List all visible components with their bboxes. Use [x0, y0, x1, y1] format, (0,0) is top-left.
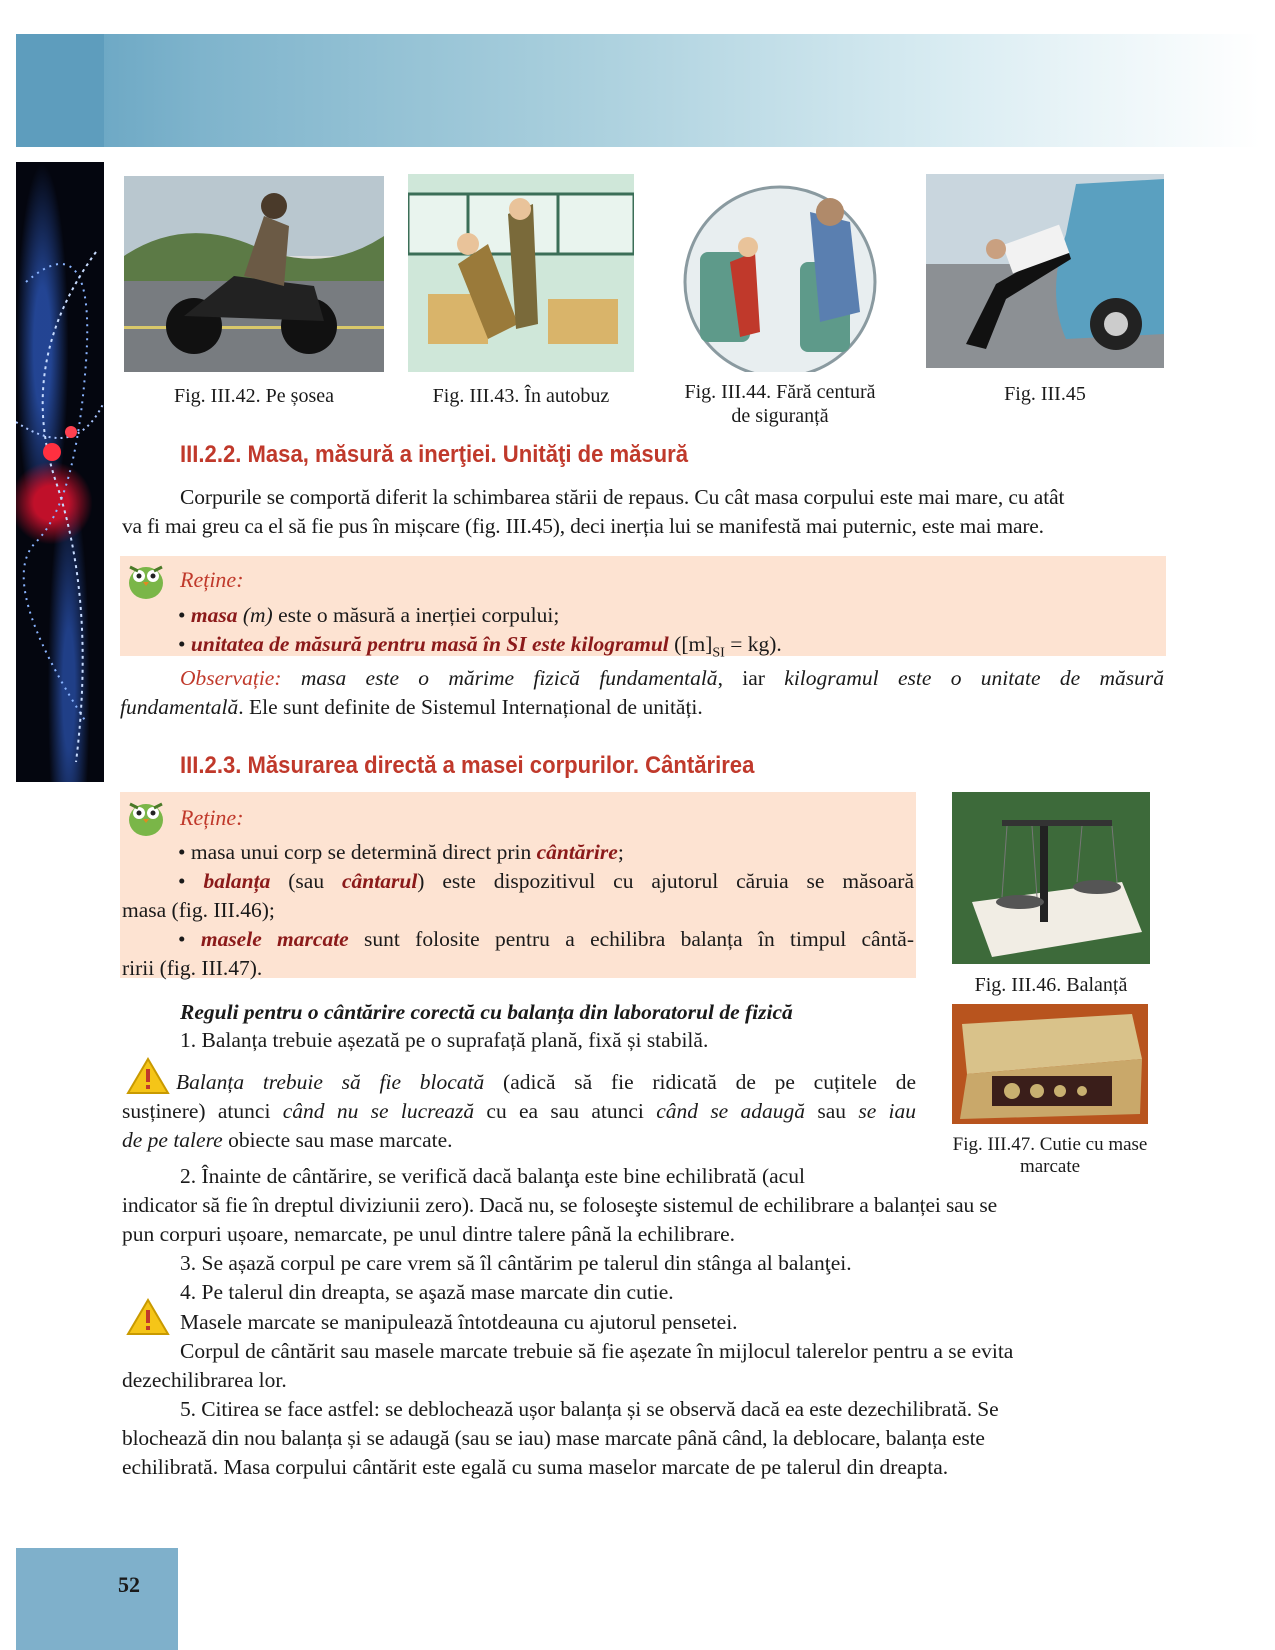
- fig44-caption-line1: Fig. III.44. Fără centură: [684, 381, 876, 403]
- warn1-l2a: susținere) atunci: [122, 1099, 283, 1123]
- observation-label: Observație:: [180, 666, 282, 690]
- fig44-caption: [660, 380, 900, 428]
- section-title-2: III.2.3. Măsurarea directă a masei corpurilor. Cântărirea: [180, 752, 755, 779]
- retine-2-bullet-2: [122, 867, 914, 896]
- section1-para-line2: va fi mai greu ca el să fie pus în mișcare (fig. III.45), deci inerția lui se manifestă mai puternic, este mai mare.: [122, 514, 1044, 538]
- obs-line2-it: fundamentală: [120, 695, 239, 719]
- fig45-image: [926, 174, 1164, 368]
- warn1-l2c: sau: [805, 1099, 859, 1123]
- rule-1: 1. Balanța trebuie așezată pe o suprafață plană, fixă și stabilă.: [180, 1028, 709, 1052]
- owl-icon: [124, 557, 168, 601]
- rule-5-line1: 5. Citirea se face astfel: se deblochează ușor balanța și se observă dacă ea este dezechilibrată. Se: [180, 1397, 999, 1421]
- b2-mid: (sau: [270, 869, 343, 893]
- rule-2: [122, 1162, 1166, 1307]
- warning-1-line3: [122, 1126, 916, 1155]
- rule-5-line2: blochează din nou balanța și se adaugă (sau se iau) mase marcate până când, la deblocare, balanța este: [122, 1426, 985, 1450]
- rule-2-line1: 2. Înainte de cântărire, se verifică dacă balanţa este bine echilibrată (acul: [180, 1164, 805, 1188]
- warning-2-block: [122, 1308, 1166, 1482]
- note-line1: Corpul de cântărit sau masele marcate trebuie să fie așezate în mijlocul talerelor pentru a se evita: [180, 1339, 1014, 1363]
- fig44-caption-line2: de siguranță: [731, 405, 829, 427]
- term-masele-marcate: masele marcate: [200, 927, 349, 951]
- warn1-l3-rest: obiecte sau mase marcate.: [222, 1128, 453, 1152]
- bullet-text: este o măsură a inerției corpului;: [272, 603, 560, 627]
- warning-1-line2: [122, 1097, 916, 1126]
- term-cantarire: cântărire: [536, 840, 618, 864]
- section1-paragraph: [122, 483, 1164, 541]
- retine-label-2: Reține:: [180, 805, 244, 830]
- warn1-it1: Balanța trebuie să fie blocată: [176, 1070, 485, 1094]
- b1-post: ;: [617, 840, 624, 864]
- fig46-caption: Fig. III.46. Balanță: [974, 974, 1128, 996]
- obs-text-1: masa este o mărime fizică fundamentală: [281, 666, 718, 690]
- observation-line1: [120, 664, 1164, 693]
- b2-post: ) este dispozitivul cu ajutorul căruia se măsoară: [417, 869, 915, 893]
- warn1-l3-it: de pe talere: [122, 1128, 223, 1152]
- observation: [120, 664, 1164, 722]
- note-line2: dezechilibrarea lor.: [122, 1368, 287, 1392]
- term-masa: masa: [190, 603, 238, 627]
- formula-sub: SI: [712, 645, 725, 661]
- warn1-l2b: cu ea sau atunci: [474, 1099, 657, 1123]
- fig47-image: [952, 1004, 1148, 1124]
- b1-pre: • masa unui corp se determină direct prin: [178, 840, 537, 864]
- term-balanta: balanța: [203, 869, 271, 893]
- owl-icon: [124, 794, 168, 838]
- term-cantarul: cântarul: [342, 869, 418, 893]
- section1-para-line1: Corpurile se comportă diferit la schimbarea stării de repaus. Cu cât masa corpului este mai mare, cu atât: [180, 485, 1065, 509]
- warn1-rest1: (adică să fie ridicată de pe cuțitele de: [484, 1070, 916, 1094]
- retine-2-bullet-2-line2: masa (fig. III.46);: [122, 898, 275, 922]
- fig43-caption: Fig. III.43. În autobuz: [432, 385, 610, 407]
- page-number: 52: [118, 1572, 140, 1597]
- rule-2-line2: indicator să fie în dreptul diviziunii zero). Dacă nu, se foloseşte sistemul de echilibrare a balanței sau se: [122, 1193, 997, 1217]
- footer-block: [16, 1548, 178, 1650]
- retine-label-1: Reține:: [180, 567, 244, 592]
- observation-line2: [120, 693, 1164, 722]
- warn1-l2-it2: când se adaugă: [656, 1099, 806, 1123]
- warning-1-line1: [122, 1068, 916, 1097]
- warning-1: [122, 1068, 916, 1155]
- symbol-m: (m): [237, 603, 273, 627]
- rule-5-line3: echilibrată. Masa corpului cântărit este egală cu suma maselor marcate de pe talerul din dreapta.: [122, 1455, 949, 1479]
- fig46-image: [952, 792, 1150, 964]
- term-unit: unitatea de măsură pentru masă în SI este kilogramul: [190, 632, 669, 656]
- fig45-caption: Fig. III.45: [1004, 383, 1086, 405]
- obs-line2-rest: . Ele sunt definite de Sistemul Internațional de unități.: [238, 695, 703, 719]
- warn1-l2-it: când nu se lucrează: [282, 1099, 475, 1123]
- fig43-image: [408, 174, 634, 372]
- retine-1-bullet-1: [178, 601, 559, 630]
- bullet-dot: •: [178, 869, 204, 893]
- rule-4: 4. Pe talerul din dreapta, se aşază mase marcate din cutie.: [180, 1280, 674, 1304]
- retine-2-content: [122, 838, 914, 983]
- header-block: [16, 34, 104, 147]
- warning-2: Masele marcate se manipulează întotdeauna cu ajutorul pensetei.: [180, 1310, 738, 1334]
- retine-1-bullet-2: [178, 630, 782, 667]
- fig44-image: [660, 172, 900, 372]
- rules-title-text: Reguli pentru o cântărire corectă cu balanța din laboratorul de fizică: [180, 1000, 793, 1024]
- rule-3: 3. Se așază corpul pe care vrem să îl cântărim pe talerul din stânga al balanţei.: [180, 1251, 852, 1275]
- fig42-caption: Fig. III.42. Pe șosea: [174, 385, 334, 407]
- obs-text-3: kilogramul este o unitate de măsură: [784, 666, 1164, 690]
- fig47-caption-line2: marcate: [1019, 1156, 1081, 1177]
- side-decoration: [16, 162, 104, 782]
- fig47-caption-line1: Fig. III.47. Cutie cu mase: [952, 1134, 1148, 1155]
- b3-post: sunt folosite pentru a echilibra balanța în timpul cântă-: [348, 927, 914, 951]
- formula-post: = kg).: [724, 632, 782, 656]
- bullet-dot: •: [178, 927, 201, 951]
- retine-2-bullet-3-line2: ririi (fig. III.47).: [122, 956, 263, 980]
- fig42-image: [124, 176, 384, 372]
- bullet-dot: •: [178, 603, 191, 627]
- retine-2-bullet-1: [122, 838, 914, 867]
- bullet-dot: •: [178, 632, 191, 656]
- formula-pre: ([m]: [668, 632, 713, 656]
- retine-2-bullet-3: [122, 925, 914, 954]
- obs-text-2: , iar: [717, 666, 785, 690]
- warn1-l2-it3: se iau: [858, 1099, 917, 1123]
- rule-2-line3: pun corpuri ușoare, nemarcate, pe unul dintre talere până la echilibrare.: [122, 1222, 736, 1246]
- header-band: [16, 34, 1260, 147]
- section-title-1: III.2.2. Masa, măsură a inerţiei. Unităţi de măsură: [180, 441, 689, 468]
- rules-title: [180, 998, 793, 1027]
